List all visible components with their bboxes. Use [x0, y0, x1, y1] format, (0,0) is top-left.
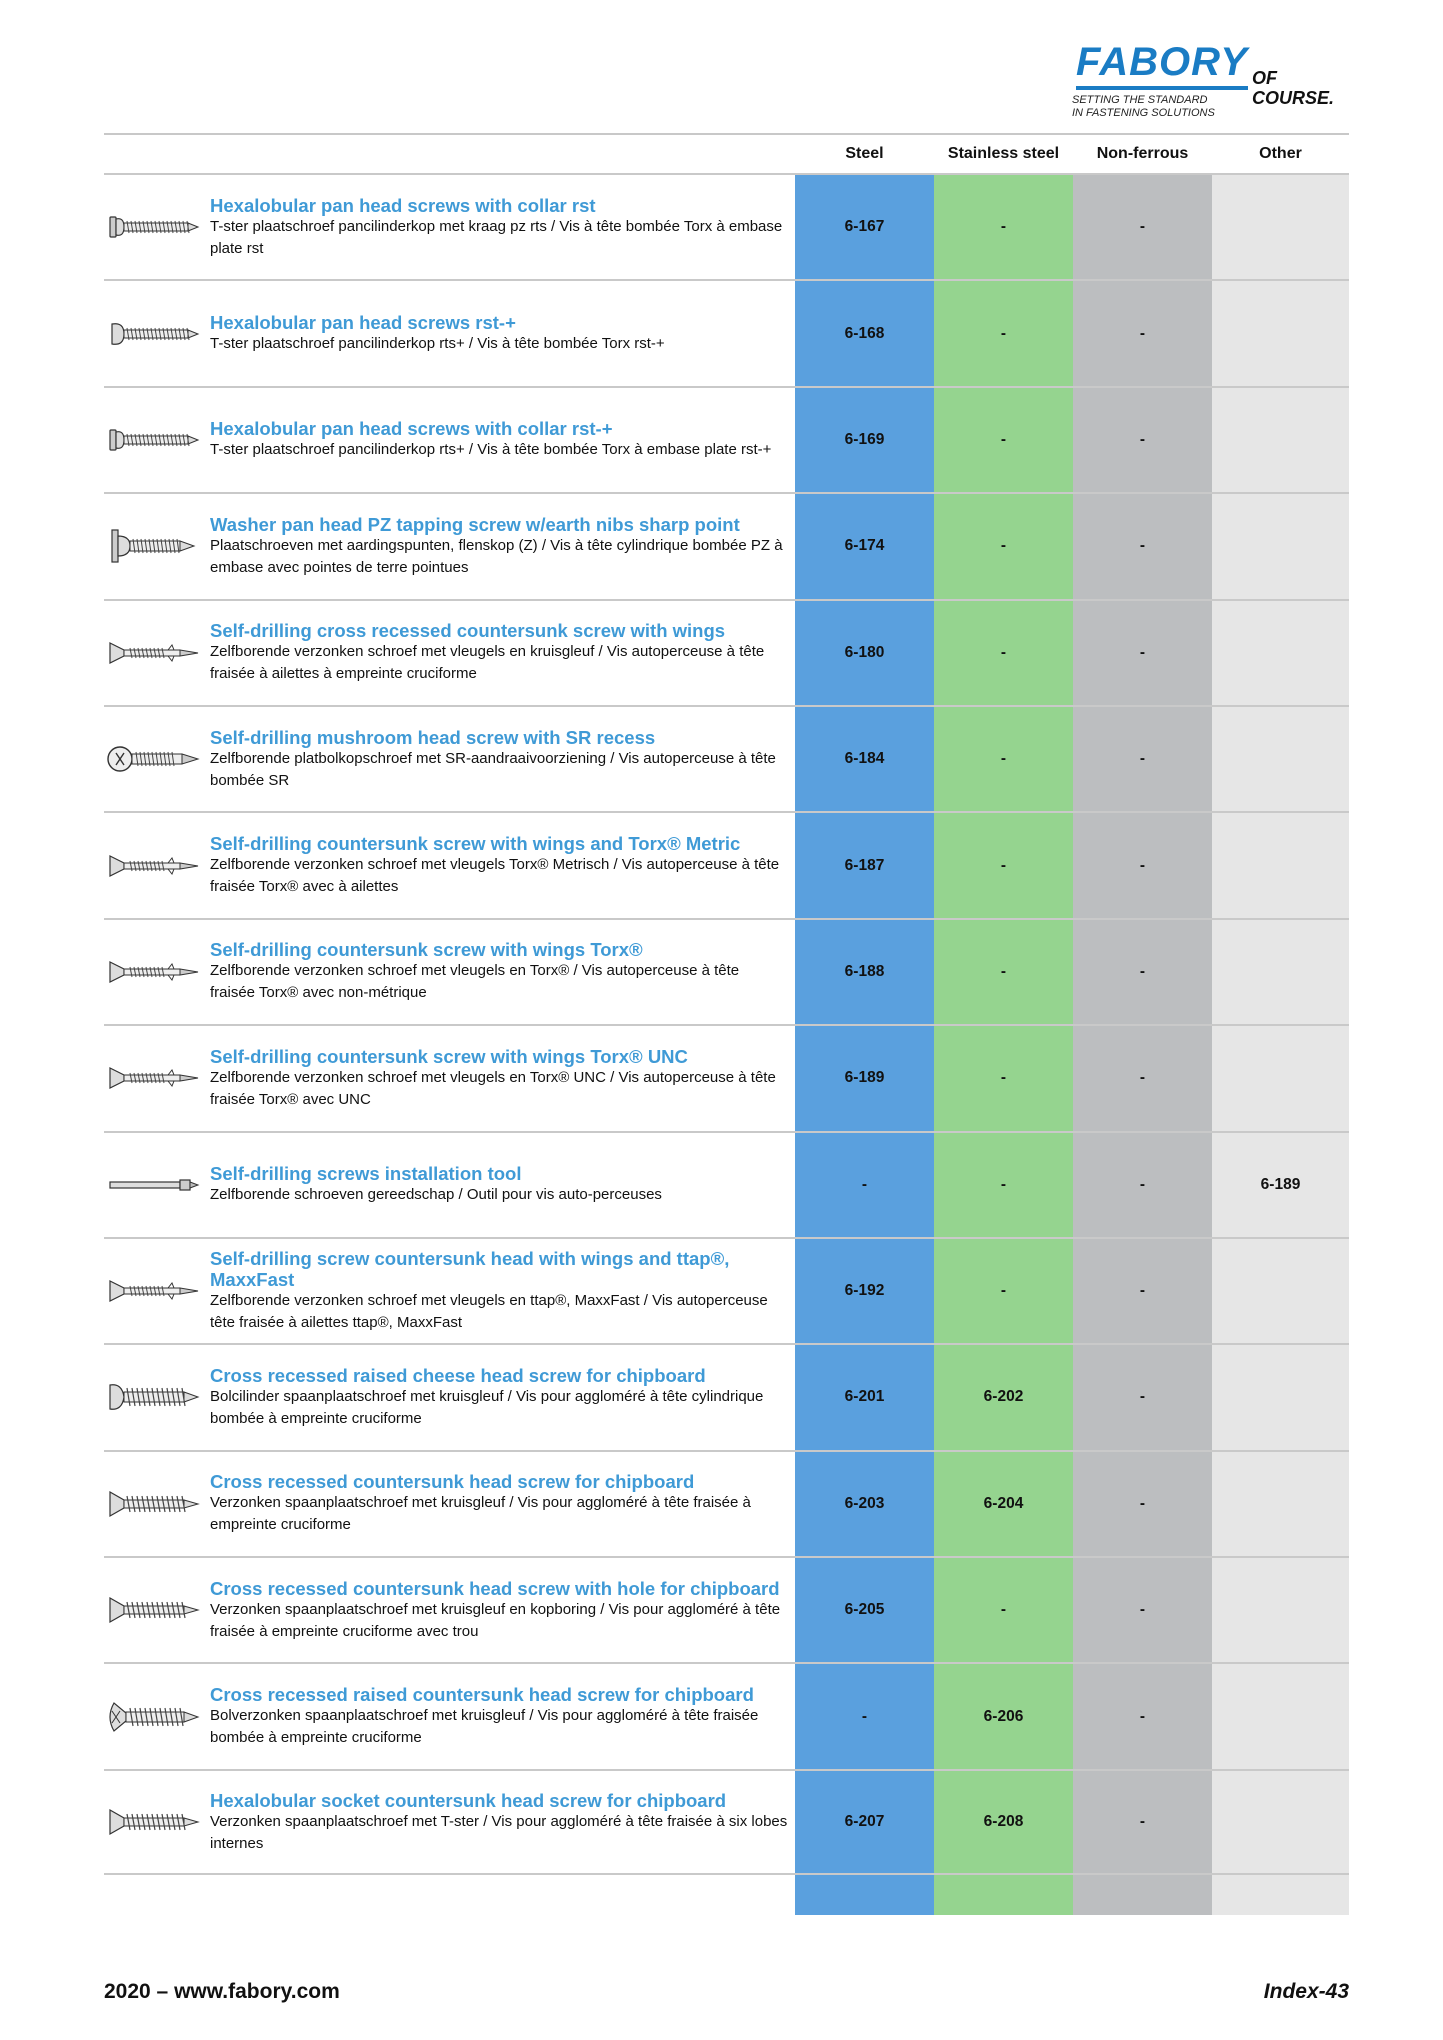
nonferrous-page-ref: -	[1139, 962, 1146, 980]
chipboard-countersunk-screw-icon	[106, 1484, 202, 1524]
nonferrous-page-ref: -	[1139, 1282, 1146, 1300]
table-row	[104, 918, 1349, 1024]
other-page-ref: 6-189	[1260, 1175, 1301, 1193]
chipboard-countersunk-screw-icon	[106, 1802, 202, 1842]
steel-page-ref: 6-169	[844, 430, 885, 448]
table-row	[104, 1556, 1349, 1662]
logo-tagline	[1072, 94, 1215, 120]
footer-website: 2020 – www.fabory.com	[104, 1980, 340, 2003]
steel-page-ref: 6-189	[844, 1069, 885, 1087]
steel-page-ref: 6-207	[844, 1813, 885, 1831]
table-row	[104, 1662, 1349, 1768]
chipboard-cheese-head-screw-icon	[106, 1377, 202, 1417]
product-text	[210, 707, 788, 811]
product-description: Verzonken spaanplaatschroef met T-ster / Vis pour aggloméré à tête fraisée à six lobes internes	[210, 1812, 788, 1852]
product-text	[210, 175, 788, 279]
product-description: Zelfborende schroeven gereedschap / Outil pour vis auto-perceuses	[210, 1186, 662, 1204]
table-row	[104, 1024, 1349, 1130]
product-description: Verzonken spaanplaatschroef met kruisgleuf / Vis pour aggloméré à tête fraisée à empreinte cruciforme	[210, 1494, 751, 1534]
product-description: Zelfborende verzonken schroef met vleugels en Torx® / Vis autoperceuse à tête fraisée Torx® avec non-métrique	[210, 962, 740, 1002]
product-description: Zelfborende verzonken schroef met vleugels Torx® Metrisch / Vis autoperceuse à tête fraisée Torx® avec à ailettes	[210, 856, 780, 896]
logo-underline	[1076, 86, 1248, 90]
table-body	[104, 173, 1349, 1875]
countersunk-wing-screw-icon	[106, 952, 202, 992]
nonferrous-page-ref: -	[1139, 1069, 1146, 1087]
product-text	[210, 494, 788, 598]
steel-page-ref: -	[861, 1175, 868, 1193]
steel-page-ref: 6-180	[844, 643, 885, 661]
table-row	[104, 279, 1349, 385]
product-text	[210, 601, 788, 705]
nonferrous-page-ref: -	[1139, 324, 1146, 342]
steel-page-ref: 6-184	[844, 750, 885, 768]
stainless-page-ref: -	[1000, 856, 1007, 874]
installation-tool-icon	[106, 1165, 202, 1205]
product-text	[210, 813, 788, 917]
table-row	[104, 1237, 1349, 1343]
product-text	[210, 281, 788, 385]
product-title: Hexalobular pan head screws with collar rst	[210, 194, 596, 216]
table-row	[104, 599, 1349, 705]
steel-page-ref: 6-188	[844, 962, 885, 980]
product-description: Zelfborende verzonken schroef met vleugels en Torx® UNC / Vis autoperceuse à tête fraisée Torx® avec UNC	[210, 1068, 776, 1108]
nonferrous-page-ref: -	[1139, 218, 1146, 236]
table-row	[104, 492, 1349, 598]
pan-head-screw-icon	[106, 314, 202, 354]
table-row	[104, 1450, 1349, 1556]
table-row	[104, 173, 1349, 279]
steel-page-ref: 6-168	[844, 324, 885, 342]
stainless-page-ref: 6-208	[983, 1813, 1024, 1831]
product-title: Cross recessed countersunk head screw for chipboard	[210, 1471, 695, 1493]
product-text	[210, 1452, 788, 1556]
product-title: Hexalobular pan head screws rst-+	[210, 312, 516, 334]
stainless-page-ref: -	[1000, 1282, 1007, 1300]
countersunk-wing-screw-icon	[106, 1271, 202, 1311]
product-text	[210, 1026, 788, 1130]
product-text	[210, 920, 788, 1024]
logo-tagline-line-1: SETTING THE STANDARD	[1072, 94, 1208, 106]
product-title: Hexalobular socket countersunk head screw for chipboard	[210, 1789, 727, 1811]
nonferrous-page-ref: -	[1139, 430, 1146, 448]
steel-page-ref: 6-174	[844, 537, 885, 555]
stainless-page-ref: -	[1000, 1601, 1007, 1619]
table-row	[104, 705, 1349, 811]
stainless-page-ref: -	[1000, 537, 1007, 555]
steel-page-ref: 6-203	[844, 1494, 885, 1512]
nonferrous-page-ref: -	[1139, 1388, 1146, 1406]
table-row	[104, 1131, 1349, 1237]
steel-page-ref: 6-167	[844, 218, 885, 236]
pan-head-collar-screw-icon	[106, 420, 202, 460]
chipboard-countersunk-screw-icon	[106, 1590, 202, 1630]
table-header	[104, 133, 1349, 173]
logo-tagline-line-2: IN FASTENING SOLUTIONS	[1072, 107, 1215, 119]
product-title: Hexalobular pan head screws with collar rst-+	[210, 418, 613, 440]
product-title: Washer pan head PZ tapping screw w/earth nibs sharp point	[210, 513, 740, 535]
product-title: Self-drilling countersunk screw with wings Torx®	[210, 939, 643, 961]
product-text	[210, 1133, 788, 1237]
table-row	[104, 1343, 1349, 1449]
product-title: Self-drilling mushroom head screw with SR recess	[210, 726, 656, 748]
nonferrous-page-ref: -	[1139, 1707, 1146, 1725]
product-title: Self-drilling screws installation tool	[210, 1163, 522, 1185]
product-description: T-ster plaatschroef pancilinderkop met kraag pz rts / Vis à tête bombée Torx à embase plate rst	[210, 217, 783, 257]
nonferrous-page-ref: -	[1139, 1175, 1146, 1193]
logo-slogan: OF COURSE.	[1252, 68, 1335, 108]
stainless-page-ref: 6-204	[983, 1494, 1024, 1512]
footer-page-number: Index-43	[1263, 1980, 1349, 2003]
logo-brand: FABORY	[1076, 40, 1248, 84]
nonferrous-page-ref: -	[1139, 856, 1146, 874]
column-header-stainless: Stainless steel	[947, 145, 1060, 162]
countersunk-wing-screw-icon	[106, 633, 202, 673]
table-row	[104, 1769, 1349, 1875]
product-title: Cross recessed raised countersunk head screw for chipboard	[210, 1684, 754, 1706]
stainless-page-ref: -	[1000, 750, 1007, 768]
nonferrous-page-ref: -	[1139, 1813, 1146, 1831]
steel-page-ref: 6-192	[844, 1282, 885, 1300]
product-description: Verzonken spaanplaatschroef met kruisgleuf en kopboring / Vis pour aggloméré à tête fraisée à empreinte cruciforme avec trou	[210, 1600, 781, 1640]
nonferrous-page-ref: -	[1139, 643, 1146, 661]
product-title: Self-drilling countersunk screw with wings and Torx® Metric	[210, 833, 741, 855]
column-header-nonferrous: Non-ferrous	[1096, 145, 1189, 162]
nonferrous-page-ref: -	[1139, 750, 1146, 768]
product-description: Zelfborende platbolkopschroef met SR-aandraaivoorziening / Vis autoperceuse à tête bombée SR	[210, 749, 776, 789]
steel-page-ref: -	[861, 1707, 868, 1725]
stainless-page-ref: 6-202	[983, 1388, 1024, 1406]
stainless-page-ref: -	[1000, 430, 1007, 448]
product-text	[210, 388, 788, 492]
countersunk-wing-screw-icon	[106, 846, 202, 886]
column-header-other: Other	[1259, 145, 1302, 162]
product-text	[210, 1345, 788, 1449]
product-text	[210, 1558, 788, 1662]
countersunk-wing-screw-icon	[106, 1058, 202, 1098]
product-text	[210, 1239, 788, 1343]
washer-head-screw-icon	[106, 526, 202, 566]
product-title: Cross recessed countersunk head screw with hole for chipboard	[210, 1577, 780, 1599]
steel-page-ref: 6-187	[844, 856, 885, 874]
stainless-page-ref: -	[1000, 643, 1007, 661]
product-description: Bolcilinder spaanplaatschroef met kruisgleuf / Vis pour aggloméré à tête cylindrique bombée à empreinte cruciforme	[210, 1387, 764, 1427]
product-description: Bolverzonken spaanplaatschroef met kruisgleuf / Vis pour aggloméré à tête fraisée bombée à empreinte cruciforme	[210, 1707, 759, 1747]
product-text	[210, 1771, 788, 1873]
table-row	[104, 811, 1349, 917]
pan-head-collar-screw-icon	[106, 207, 202, 247]
steel-page-ref: 6-201	[844, 1388, 885, 1406]
product-description: Zelfborende verzonken schroef met vleugels en kruisgleuf / Vis autoperceuse à tête fraisée à ailettes à empreinte cruciforme	[210, 643, 765, 683]
nonferrous-page-ref: -	[1139, 537, 1146, 555]
product-description: T-ster plaatschroef pancilinderkop rts+ / Vis à tête bombée Torx rst-+	[210, 335, 665, 353]
mushroom-head-screw-icon	[106, 739, 202, 779]
stainless-page-ref: 6-206	[983, 1707, 1024, 1725]
product-description: Zelfborende verzonken schroef met vleugels en ttap®, MaxxFast / Vis autoperceuse tête fraisée à ailettes ttap®, MaxxFast	[210, 1292, 768, 1332]
product-title: Self-drilling cross recessed countersunk screw with wings	[210, 620, 726, 642]
stainless-page-ref: -	[1000, 1175, 1007, 1193]
product-title: Self-drilling screw countersunk head with wings and ttap®, MaxxFast	[210, 1248, 730, 1291]
stainless-page-ref: -	[1000, 1069, 1007, 1087]
chipboard-raised-countersunk-screw-icon	[106, 1697, 202, 1737]
nonferrous-page-ref: -	[1139, 1494, 1146, 1512]
product-description: T-ster plaatschroef pancilinderkop rts+ / Vis à tête bombée Torx à embase plate rst-+	[210, 441, 772, 459]
nonferrous-page-ref: -	[1139, 1601, 1146, 1619]
product-title: Cross recessed raised cheese head screw for chipboard	[210, 1364, 706, 1386]
product-text	[210, 1664, 788, 1768]
table-row	[104, 386, 1349, 492]
steel-page-ref: 6-205	[844, 1601, 885, 1619]
product-title: Self-drilling countersunk screw with wings Torx® UNC	[210, 1045, 688, 1067]
column-header-steel: Steel	[845, 145, 884, 162]
stainless-page-ref: -	[1000, 962, 1007, 980]
product-description: Plaatschroeven met aardingspunten, flenskop (Z) / Vis à tête cylindrique bombée PZ à embase avec pointes de terre pointues	[210, 536, 783, 576]
stainless-page-ref: -	[1000, 324, 1007, 342]
stainless-page-ref: -	[1000, 218, 1007, 236]
fabory-logo	[1060, 40, 1360, 130]
